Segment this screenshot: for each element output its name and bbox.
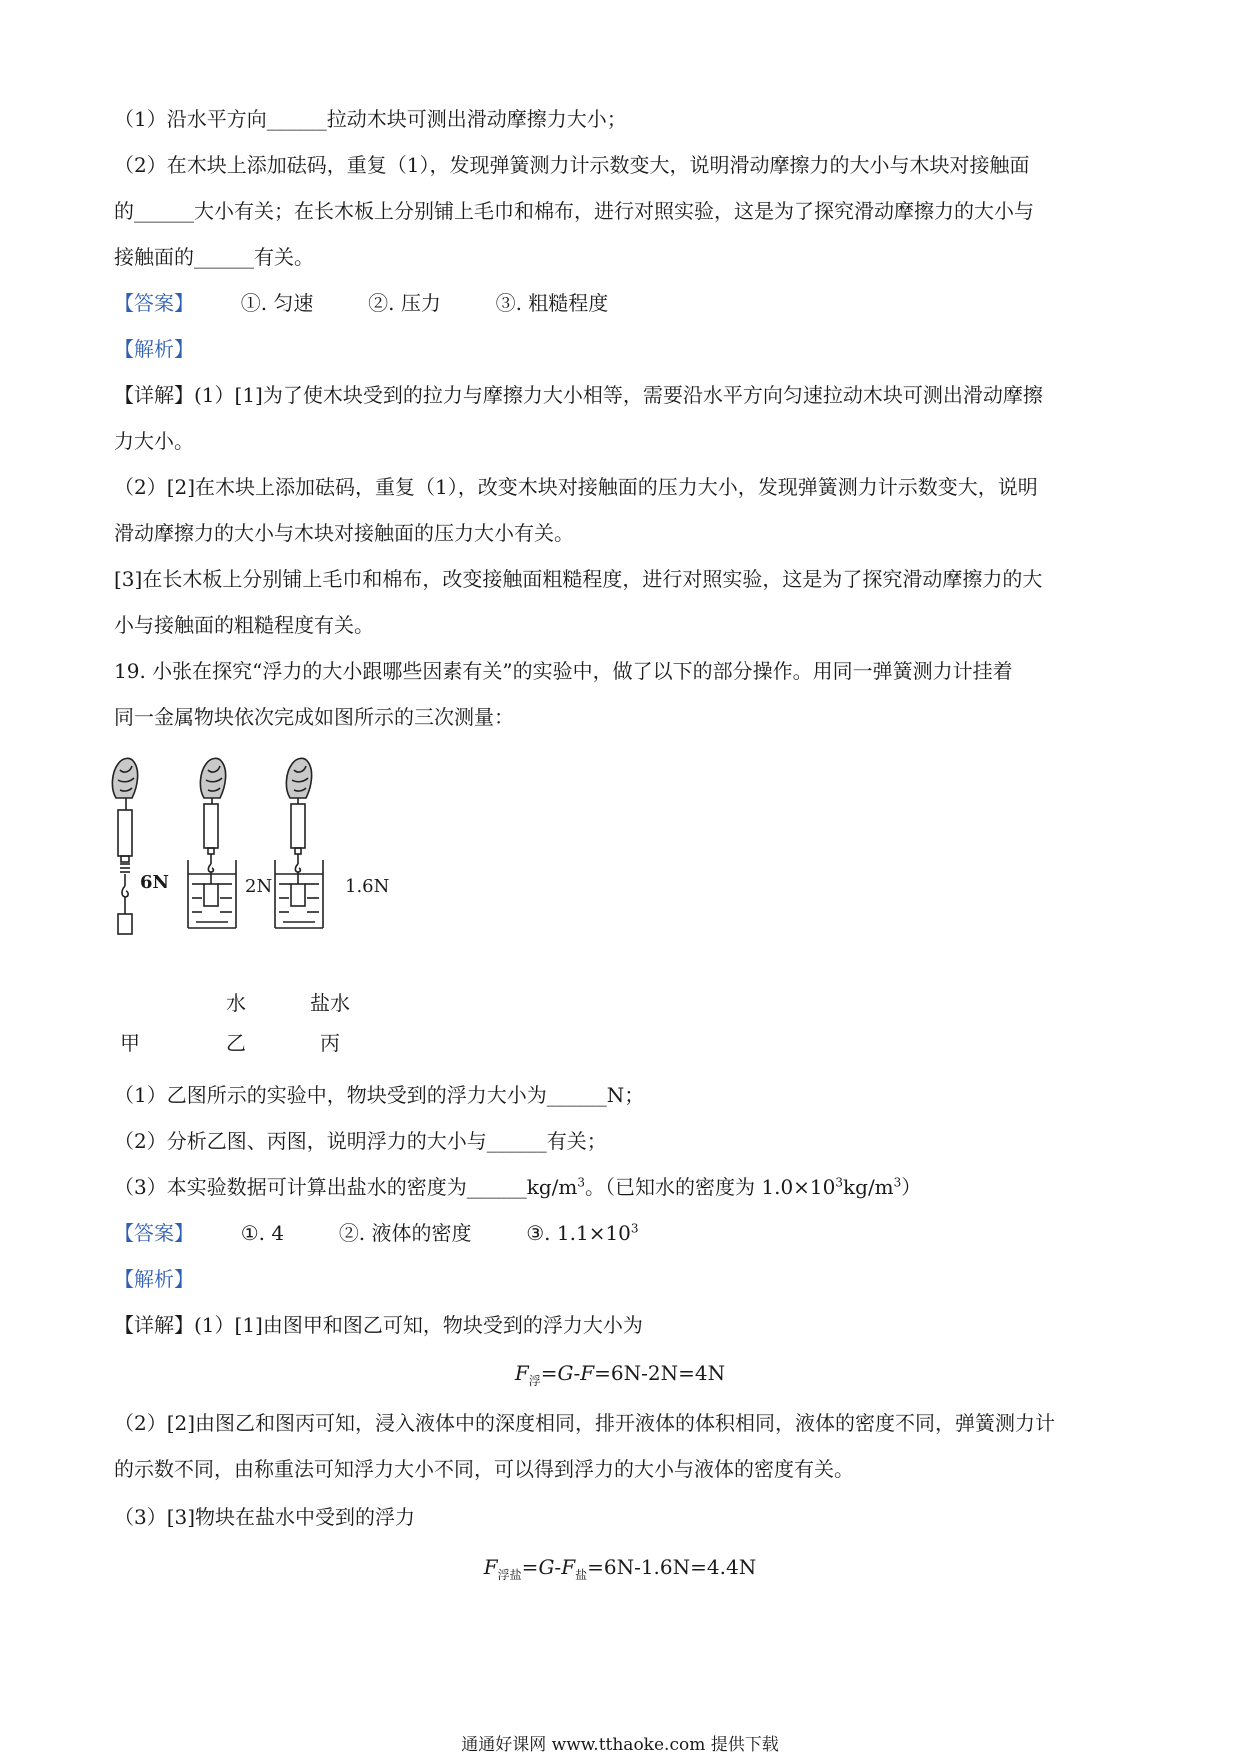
q18-answer-3: ③. 粗糙程度: [495, 291, 609, 315]
q18-answer-line: [114, 290, 608, 316]
answer-tag: 【答案】: [114, 291, 194, 315]
q19-answer-2: ②. 液体的密度: [338, 1221, 472, 1245]
scale-yi: [188, 758, 236, 928]
caption-bing: 丙: [320, 1031, 340, 1055]
caption-jia: 甲: [120, 1031, 140, 1055]
q19-answer-3: ③. $1.1\times 10^3$: [526, 1221, 639, 1245]
liquid-saltwater: 盐水: [310, 991, 350, 1015]
formula-buoyancy-water: $F_浮=G-F=6N-2N=4N$: [514, 1361, 726, 1388]
liquid-water: 水: [226, 991, 246, 1015]
q19-stem-2: 同一金属物块依次完成如图所示的三次测量：: [114, 705, 514, 729]
q19-detail-2: （2）[2]由图乙和图丙可知，浸入液体中的深度相同，排开液体的体积相同，液体的密度不同，弹簧测力计: [114, 1411, 1056, 1435]
q18-line-2: （2）在木块上添加砝码，重复（1），发现弹簧测力计示数变大，说明滑动摩擦力的大小与木块对接触面: [114, 153, 1030, 177]
q18-detail-4: 滑动摩擦力的大小与木块对接触面的压力大小有关。: [114, 521, 574, 545]
hand-icon: [112, 758, 137, 798]
q19-stem-1: 19. 小张在探究“浮力的大小跟哪些因素有关”的实验中，做了以下的部分操作。用同一弹簧测力计挂着: [114, 659, 1013, 683]
hand-icon: [200, 758, 225, 798]
q18-line-4: 接触面的______有关。: [114, 245, 314, 269]
q19-answer-1: ①. 4: [240, 1221, 285, 1245]
q19-detail-3: 的示数不同，由称重法可知浮力大小不同，可以得到浮力的大小与液体的密度有关。: [114, 1457, 854, 1481]
q19-detail-4: （3）[3]物块在盐水中受到的浮力: [114, 1505, 416, 1529]
q19-answer-line: [114, 1220, 639, 1246]
q18-line-3: 的______大小有关；在长木板上分别铺上毛巾和棉布，进行对照实验，这是为了探究滑动摩擦力的大小与: [114, 199, 1034, 223]
formula-buoyancy-salt: $F_{浮盐}=G-F_盐=6N-1.6N=4.4N$: [483, 1555, 757, 1582]
analysis-tag: 【解析】: [114, 337, 194, 361]
scale-jia: [112, 758, 137, 934]
reading-bing: 1.6N: [345, 876, 390, 897]
scale-bing: [275, 758, 323, 928]
page-footer: 通通好课网 www.tthaoke.com 提供下载: [461, 1735, 779, 1755]
caption-yi: 乙: [226, 1031, 246, 1055]
q18-detail-3: （2）[2]在木块上添加砝码，重复（1），改变木块对接触面的压力大小，发现弹簧测力计示数变大，说明: [114, 475, 1038, 499]
q18-answer-1: ①. 匀速: [240, 291, 314, 315]
q18-detail-6: 小与接触面的粗糙程度有关。: [114, 613, 374, 637]
q18-detail-2: 力大小。: [114, 429, 194, 453]
q19-detail-1: 【详解】(1）[1]由图甲和图乙可知，物块受到的浮力大小为: [114, 1313, 643, 1337]
q18-detail-1: 【详解】(1）[1]为了使木块受到的拉力与摩擦力大小相等，需要沿水平方向匀速拉动木块可测出滑动摩擦: [114, 383, 1043, 407]
analysis-tag: 【解析】: [114, 1267, 194, 1291]
reading-yi: 2N: [245, 876, 273, 897]
q18-answer-2: ②. 压力: [368, 291, 441, 315]
q19-part-2: （2）分析乙图、丙图，说明浮力的大小与______有关；: [114, 1129, 607, 1153]
q18-line-1: （1）沿水平方向______拉动木块可测出滑动摩擦力大小；: [114, 107, 627, 131]
answer-tag: 【答案】: [114, 1221, 194, 1245]
q18-detail-5: [3]在长木板上分别铺上毛巾和棉布，改变接触面粗糙程度，进行对照实验，这是为了探究滑动摩擦力的大: [114, 567, 1043, 591]
q19-part-3: （3）本实验数据可计算出盐水的密度为$\_\_\_\_\_\_kg/m^3$。（已知水的密度为 $1.0\times 10^3kg/m^3$）: [114, 1175, 922, 1199]
q19-part-1: （1）乙图所示的实验中，物块受到的浮力大小为______N；: [114, 1083, 645, 1107]
reading-jia: 6N: [140, 872, 169, 893]
hand-icon: [286, 758, 311, 798]
